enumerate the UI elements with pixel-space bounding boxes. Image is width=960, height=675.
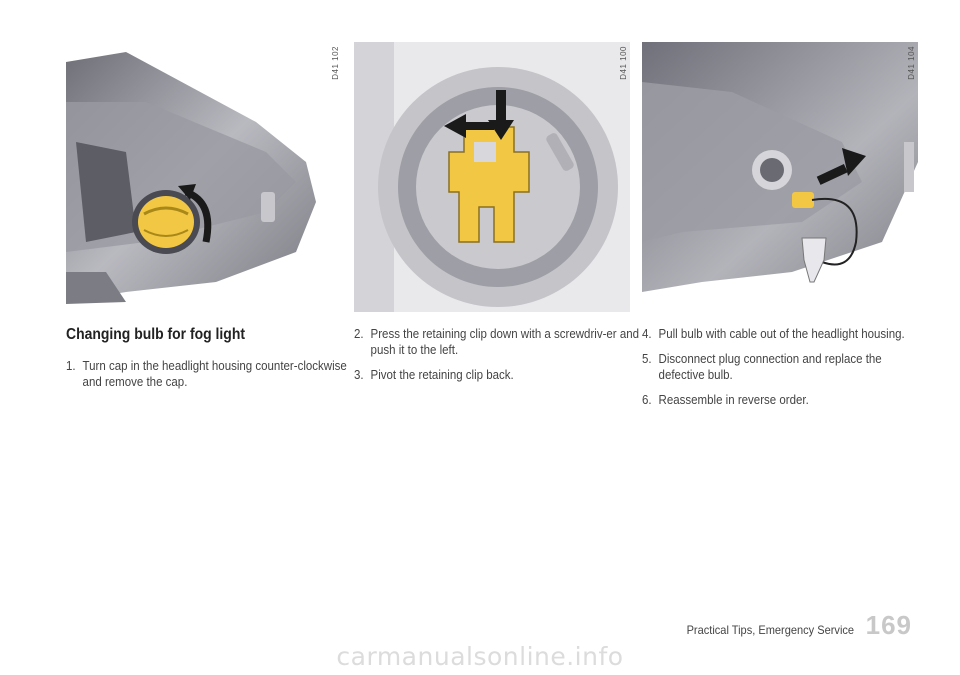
step-number: 3.: [354, 368, 364, 382]
step-item: [66, 358, 351, 390]
watermark: carmanualsonline.info: [336, 642, 624, 671]
step-item: [354, 326, 639, 358]
step-number: 4.: [642, 327, 652, 341]
bulb-plug: [792, 192, 814, 208]
step-text: Pivot the retaining clip back.: [370, 368, 514, 382]
footer-section-title: Practical Tips, Emergency Service: [686, 623, 854, 637]
illustration-headlight-cap: [66, 42, 342, 312]
step-item: [354, 367, 639, 383]
page-number: 169: [865, 610, 912, 640]
step-text: Disconnect plug connection and replace the defective bulb.: [658, 352, 882, 382]
figure-code: D41 100: [619, 46, 628, 80]
figure-retaining-clip: [354, 42, 630, 312]
step-item: [642, 351, 927, 383]
column-1: [66, 326, 356, 399]
illustration-retaining-clip: [354, 42, 630, 312]
column-3: [642, 326, 932, 417]
step-number: 5.: [642, 352, 652, 366]
figure-bulb-removal: [642, 42, 918, 312]
column-2: [354, 326, 644, 392]
step-text: Reassemble in reverse order.: [658, 393, 809, 407]
step-item: [642, 392, 927, 408]
figure-code: D41 102: [331, 46, 340, 80]
illustration-bulb-removal: [642, 42, 918, 312]
figure-fog-light-cap: [66, 42, 342, 312]
step-number: 6.: [642, 393, 652, 407]
figure-code: D41 104: [907, 46, 916, 80]
arrow-down-icon: [496, 90, 506, 124]
step-text: Press the retaining clip down with a screwdriv-er and push it to the left.: [370, 327, 640, 357]
step-item: [642, 326, 927, 342]
page-footer: [672, 610, 912, 641]
step-number: 1.: [66, 359, 76, 373]
section-heading: Changing bulb for fog light: [66, 326, 245, 343]
step-text: Turn cap in the headlight housing counter-clockwise and remove the cap.: [82, 359, 347, 389]
fog-light-cap: [138, 196, 194, 248]
step-number: 2.: [354, 327, 364, 341]
step-text: Pull bulb with cable out of the headlight housing.: [658, 327, 905, 341]
